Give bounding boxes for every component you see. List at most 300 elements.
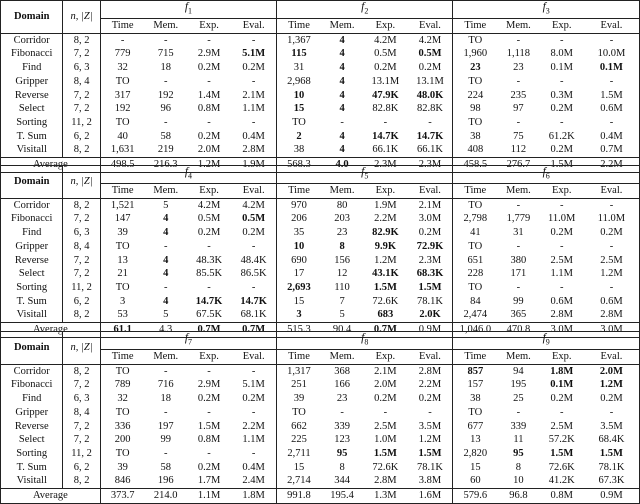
value-cell: 0.6M — [550, 295, 573, 307]
value-cell: 0.2M — [197, 62, 221, 74]
value-cell: 2 — [277, 130, 321, 144]
value-cell: 8 — [515, 461, 522, 473]
value-cell: 13 — [100, 254, 144, 268]
table-row — [1, 75, 640, 89]
value-cell: 1,779 — [506, 213, 531, 225]
value-cell: - — [383, 116, 388, 128]
value-cell: TO — [100, 75, 144, 89]
domain-cell: T. Sum — [16, 461, 47, 473]
value-cell: 14.7K — [195, 295, 223, 307]
value-cell: - — [559, 199, 564, 211]
value-cell: 61.2K — [548, 130, 575, 142]
value-cell: 203 — [334, 213, 350, 225]
value-cell: 166 — [334, 379, 350, 391]
metric-header: Eval. — [408, 19, 453, 34]
results-table-2 — [0, 165, 640, 338]
value-cell: 8.0M — [550, 48, 573, 60]
domain-cell: Sorting — [16, 116, 48, 128]
nz-cell: 8, 2 — [63, 474, 100, 488]
value-cell: 2.1M — [242, 89, 265, 101]
value-cell: 3 — [277, 308, 321, 322]
function-index: 8 — [364, 337, 369, 347]
function-header-f7 — [100, 332, 276, 350]
value-cell: 67.3K — [598, 475, 625, 487]
value-cell: - — [609, 281, 614, 293]
value-cell: 25 — [513, 393, 524, 405]
table-row — [1, 433, 640, 447]
value-cell: - — [609, 116, 614, 128]
value-cell: 2.2M — [418, 379, 442, 391]
domain-cell: Corridor — [13, 365, 50, 377]
value-cell: 18 — [160, 62, 171, 74]
metric-header: Exp. — [363, 184, 407, 199]
value-cell: 75 — [513, 130, 524, 142]
value-cell: 86.5K — [240, 268, 267, 280]
value-cell: 225 — [277, 433, 321, 447]
value-cell: 2.8M — [242, 144, 265, 156]
function-header-f1 — [100, 1, 276, 19]
value-cell: 0.2M — [374, 393, 397, 405]
nz-cell: 8, 2 — [63, 33, 100, 47]
group-header-row — [1, 332, 640, 350]
value-cell: 1.2M — [599, 379, 623, 391]
value-cell: 0.3M — [550, 89, 573, 101]
domain-cell: Visitall — [16, 309, 47, 321]
value-cell: 192 — [157, 89, 174, 101]
value-cell: 13.1M — [371, 75, 400, 87]
value-cell: 0.7M — [600, 144, 623, 156]
value-cell: 41.2K — [548, 475, 575, 487]
value-cell: - — [609, 34, 614, 46]
value-cell: - — [609, 240, 614, 252]
value-cell: 2,711 — [277, 447, 321, 461]
average-cell: 1,046.0 — [453, 323, 497, 338]
value-cell: 2,968 — [277, 75, 321, 89]
value-cell: 2.0K — [419, 309, 441, 321]
value-cell: 0.2M — [197, 461, 221, 473]
nz-cell: 7, 2 — [63, 433, 100, 447]
value-cell: 1.2M — [600, 268, 623, 280]
value-cell: TO — [100, 364, 144, 378]
value-cell: - — [559, 116, 564, 128]
value-cell: 5 — [163, 199, 169, 211]
results-table-3 — [0, 331, 640, 504]
table-row — [1, 61, 640, 75]
function-index: 3 — [545, 6, 550, 16]
results-table-1 — [0, 0, 640, 173]
average-cell: 1.1M — [187, 489, 231, 504]
value-cell: 0.2M — [550, 227, 573, 239]
value-cell: 39 — [100, 461, 144, 475]
value-cell: 0.2M — [197, 393, 221, 405]
value-cell: 1.5M — [550, 447, 574, 459]
value-cell: 1.5M — [599, 447, 623, 459]
value-cell: 235 — [510, 89, 527, 101]
nz-cell: 7, 2 — [63, 102, 100, 116]
domain-cell: Select — [18, 103, 45, 115]
value-cell: 0.2M — [242, 62, 265, 74]
nz-cell: 6, 3 — [63, 226, 100, 240]
value-cell: 78.1K — [416, 461, 443, 473]
value-cell: - — [516, 199, 521, 211]
table-row — [1, 406, 640, 420]
value-cell: 123 — [334, 434, 350, 446]
metric-header: Mem. — [497, 350, 539, 365]
value-cell: 80 — [336, 199, 348, 211]
table-row — [1, 447, 640, 461]
value-cell: 2.5M — [550, 420, 573, 432]
value-cell: 39 — [277, 392, 321, 406]
function-header-f4 — [100, 166, 276, 184]
average-cell: 1.9M — [231, 158, 276, 173]
average-cell: 0.7M — [363, 323, 407, 338]
domain-cell: Visitall — [16, 144, 47, 156]
average-cell: 2.3M — [408, 158, 453, 173]
value-cell: 2.0M — [374, 379, 397, 391]
nz-cell: 6, 2 — [63, 130, 100, 144]
function-header-f6 — [453, 166, 640, 184]
value-cell: 2.8M — [374, 475, 397, 487]
value-cell: 690 — [277, 254, 321, 268]
value-cell: 0.1M — [550, 62, 573, 74]
metric-header: Exp. — [363, 19, 407, 34]
value-cell: 3.0M — [418, 213, 442, 225]
value-cell: TO — [453, 281, 497, 295]
value-cell: TO — [100, 406, 144, 420]
domain-cell: Fibonacci — [11, 213, 53, 225]
value-cell: 0.2M — [550, 103, 573, 115]
table-row — [1, 295, 640, 309]
value-cell: 3.5M — [600, 420, 623, 432]
value-cell: 1.0M — [374, 434, 397, 446]
value-cell: 99 — [513, 295, 524, 307]
domain-cell: Reverse — [14, 89, 49, 101]
metric-header: Time — [100, 19, 144, 34]
domain-cell: Corridor — [13, 199, 50, 211]
value-cell: 2.1M — [418, 199, 442, 211]
metric-header: Exp. — [540, 184, 584, 199]
value-cell: 35 — [277, 226, 321, 240]
value-cell: 47.9K — [372, 89, 399, 101]
value-cell: 0.1M — [599, 62, 623, 74]
average-cell: 1.5M — [540, 158, 584, 173]
value-cell: 78.1K — [598, 461, 625, 473]
value-cell: - — [163, 34, 168, 46]
average-cell: 515.3 — [277, 323, 321, 338]
value-cell: - — [251, 406, 256, 418]
average-cell: 3.0M — [584, 323, 640, 338]
table-row — [1, 254, 640, 268]
function-letter: f — [542, 332, 546, 344]
value-cell: 10 — [277, 240, 321, 254]
nz-cell: 8, 4 — [63, 406, 100, 420]
domain-cell: Visitall — [16, 475, 47, 487]
value-cell: 38 — [453, 392, 497, 406]
value-cell: 85.5K — [196, 268, 223, 280]
value-cell: - — [609, 75, 614, 87]
nz-cell: 7, 2 — [63, 267, 100, 281]
average-cell: 0.8M — [540, 489, 584, 504]
nz-cell: 6, 3 — [63, 392, 100, 406]
value-cell: TO — [453, 75, 497, 89]
domain-cell: Gripper — [15, 240, 49, 252]
value-cell: 1,631 — [100, 143, 144, 157]
value-cell: 2,693 — [277, 281, 321, 295]
value-cell: 0.2M — [374, 62, 397, 74]
metric-header: Time — [453, 184, 497, 199]
domain-cell: Corridor — [13, 34, 50, 46]
value-cell: 0.5M — [418, 48, 442, 60]
nz-cell: 7, 2 — [63, 420, 100, 434]
value-cell: 0.2M — [550, 393, 573, 405]
value-cell: 1.9M — [374, 199, 397, 211]
value-cell: 38 — [277, 143, 321, 157]
value-cell: 14.7K — [416, 130, 444, 142]
average-cell: 276.7 — [497, 158, 539, 173]
table-row — [1, 102, 640, 116]
value-cell: TO — [100, 447, 144, 461]
value-cell: 60 — [453, 474, 497, 488]
value-cell: - — [516, 240, 521, 252]
value-cell: 68.4K — [598, 434, 625, 446]
value-cell: 344 — [334, 475, 350, 487]
average-cell: 470.8 — [497, 323, 539, 338]
value-cell: 156 — [334, 254, 350, 266]
domain-cell: Sorting — [16, 447, 48, 459]
value-cell: 9.9K — [374, 240, 397, 252]
table-row — [1, 474, 640, 488]
domain-cell: Fibonacci — [11, 379, 53, 391]
value-cell: 1.4M — [197, 89, 221, 101]
value-cell: 67.5K — [196, 309, 223, 321]
value-cell: - — [251, 281, 256, 293]
value-cell: 48.3K — [196, 254, 223, 266]
value-cell: 72.6K — [372, 461, 399, 473]
value-cell: TO — [453, 198, 497, 212]
value-cell: 651 — [453, 254, 497, 268]
table-row — [1, 267, 640, 281]
table-row — [1, 130, 640, 144]
function-header-f2 — [277, 1, 453, 19]
value-cell: 157 — [453, 378, 497, 392]
value-cell: 206 — [277, 212, 321, 226]
nz-cell: 8, 2 — [63, 143, 100, 157]
metric-header: Eval. — [584, 19, 640, 34]
average-cell: 0.7M — [187, 323, 231, 338]
metric-header: Mem. — [497, 184, 539, 199]
value-cell: 99 — [160, 434, 171, 446]
value-cell: - — [163, 406, 168, 418]
function-header-f3 — [453, 1, 640, 19]
value-cell: 336 — [100, 420, 144, 434]
value-cell: 2.8M — [418, 365, 442, 377]
value-cell: - — [207, 75, 211, 87]
value-cell: 1.5M — [373, 447, 397, 459]
metric-header: Mem. — [145, 350, 187, 365]
value-cell: 97 — [513, 103, 524, 115]
value-cell: 32 — [100, 392, 144, 406]
value-cell: 192 — [100, 102, 144, 116]
average-cell: 0.9M — [408, 323, 453, 338]
metric-header: Mem. — [321, 350, 363, 365]
value-cell: 5 — [163, 309, 169, 321]
metric-header: Eval. — [408, 350, 453, 365]
domain-cell: Gripper — [15, 75, 49, 87]
value-cell: 11 — [513, 434, 524, 446]
function-letter: f — [542, 166, 546, 178]
value-cell: 251 — [277, 378, 321, 392]
value-cell: 3.8M — [418, 475, 442, 487]
value-cell: 78.1K — [416, 295, 443, 307]
value-cell: 32 — [100, 61, 144, 75]
value-cell: - — [207, 406, 211, 418]
value-cell: 0.2M — [550, 144, 573, 156]
average-cell: 2.3M — [363, 158, 407, 173]
average-cell: 1.6M — [408, 489, 453, 504]
table-row — [1, 198, 640, 212]
table-row — [1, 281, 640, 295]
function-index: 4 — [188, 171, 193, 181]
value-cell: 4 — [163, 254, 169, 266]
value-cell: 21 — [100, 267, 144, 281]
value-cell: 2,714 — [277, 474, 321, 488]
value-cell: 147 — [100, 212, 144, 226]
value-cell: 7 — [339, 295, 345, 307]
value-cell: - — [251, 34, 256, 46]
value-cell: 57.2K — [548, 434, 575, 446]
average-cell: 373.7 — [100, 489, 144, 504]
value-cell: 84 — [453, 295, 497, 309]
metric-header: Eval. — [231, 350, 276, 365]
average-cell: 0.7M — [231, 323, 276, 338]
function-header-f5 — [277, 166, 453, 184]
value-cell: - — [559, 240, 564, 252]
value-cell: 224 — [453, 89, 497, 103]
metric-header: Exp. — [187, 184, 231, 199]
value-cell: 94 — [513, 365, 524, 377]
nz-cell: 7, 2 — [63, 212, 100, 226]
value-cell: 1.2M — [418, 434, 442, 446]
value-cell: 2,820 — [453, 447, 497, 461]
group-header-row — [1, 1, 640, 19]
value-cell: 95 — [336, 447, 348, 459]
value-cell: 5.1M — [242, 379, 265, 391]
value-cell: - — [609, 199, 614, 211]
average-cell: 2.2M — [584, 158, 640, 173]
value-cell: 228 — [453, 267, 497, 281]
value-cell: 196 — [157, 475, 174, 487]
value-cell: TO — [277, 116, 321, 130]
value-cell: 0.4M — [242, 130, 265, 142]
value-cell: 1,118 — [506, 48, 531, 60]
value-cell: 115 — [277, 47, 321, 61]
value-cell: 58 — [160, 461, 171, 473]
value-cell: 48.4K — [240, 254, 267, 266]
value-cell: 4 — [339, 103, 345, 115]
value-cell: 98 — [453, 102, 497, 116]
value-cell: TO — [100, 116, 144, 130]
nz-cell: 11, 2 — [63, 281, 100, 295]
value-cell: 68.3K — [416, 268, 444, 280]
metric-header: Time — [277, 184, 321, 199]
value-cell: 1.5M — [600, 89, 623, 101]
average-cell: 4.0 — [321, 158, 363, 173]
metric-header: Time — [100, 350, 144, 365]
metric-header: Time — [453, 350, 497, 365]
nz-cell: 8, 4 — [63, 240, 100, 254]
nz-cell: 7, 2 — [63, 378, 100, 392]
table-row — [1, 33, 640, 47]
value-cell: - — [207, 365, 211, 377]
value-cell: 4 — [339, 89, 345, 101]
value-cell: 4.2M — [242, 199, 265, 211]
value-cell: 1.1M — [242, 434, 265, 446]
value-cell: 195 — [510, 379, 527, 391]
value-cell: 23 — [453, 61, 497, 75]
metric-header: Eval. — [408, 184, 453, 199]
value-cell: - — [559, 34, 564, 46]
value-cell: 15 — [277, 295, 321, 309]
value-cell: TO — [453, 406, 497, 420]
value-cell: 11.0M — [597, 213, 626, 225]
metric-header: Eval. — [231, 19, 276, 34]
average-cell: 96.8 — [497, 489, 539, 504]
group-header-row — [1, 166, 640, 184]
value-cell: 4 — [339, 34, 345, 46]
value-cell: 0.2M — [242, 393, 265, 405]
value-cell: 72.9K — [416, 240, 444, 252]
value-cell: 0.2M — [600, 227, 623, 239]
value-cell: 0.2M — [418, 227, 442, 239]
average-label: Average — [1, 489, 101, 504]
function-index: 9 — [545, 337, 550, 347]
value-cell: 662 — [277, 420, 321, 434]
metric-header: Time — [100, 184, 144, 199]
nz-cell: 8, 4 — [63, 75, 100, 89]
value-cell: - — [163, 281, 168, 293]
value-cell: 11.0M — [548, 213, 576, 225]
value-cell: 368 — [334, 365, 350, 377]
value-cell: 0.2M — [242, 227, 265, 239]
function-letter: f — [361, 166, 365, 178]
average-cell: 1.8M — [231, 489, 276, 504]
function-header-f9 — [453, 332, 640, 350]
value-cell: 2.2M — [242, 420, 265, 432]
value-cell: 219 — [157, 144, 174, 156]
domain-cell: Reverse — [14, 420, 49, 432]
value-cell: 171 — [510, 268, 527, 280]
value-cell: - — [340, 406, 344, 418]
value-cell: - — [100, 33, 144, 47]
value-cell: 41 — [453, 226, 497, 240]
average-cell: 0.9M — [584, 489, 640, 504]
value-cell: 2.5M — [374, 420, 397, 432]
domain-cell: Sorting — [16, 281, 48, 293]
value-cell: 66.1K — [416, 144, 443, 156]
nz-cell: 11, 2 — [63, 116, 100, 130]
value-cell: 3.5M — [418, 420, 442, 432]
value-cell: - — [559, 406, 564, 418]
domain-header: Domain — [1, 332, 63, 365]
metric-header: Exp. — [540, 19, 584, 34]
function-letter: f — [542, 1, 546, 13]
metric-header: Exp. — [187, 19, 231, 34]
nz-header: n, |Z| — [63, 332, 100, 365]
value-cell: 43.1K — [372, 268, 399, 280]
value-cell: 789 — [100, 378, 144, 392]
value-cell: 715 — [157, 48, 174, 60]
average-cell: 214.0 — [145, 489, 187, 504]
